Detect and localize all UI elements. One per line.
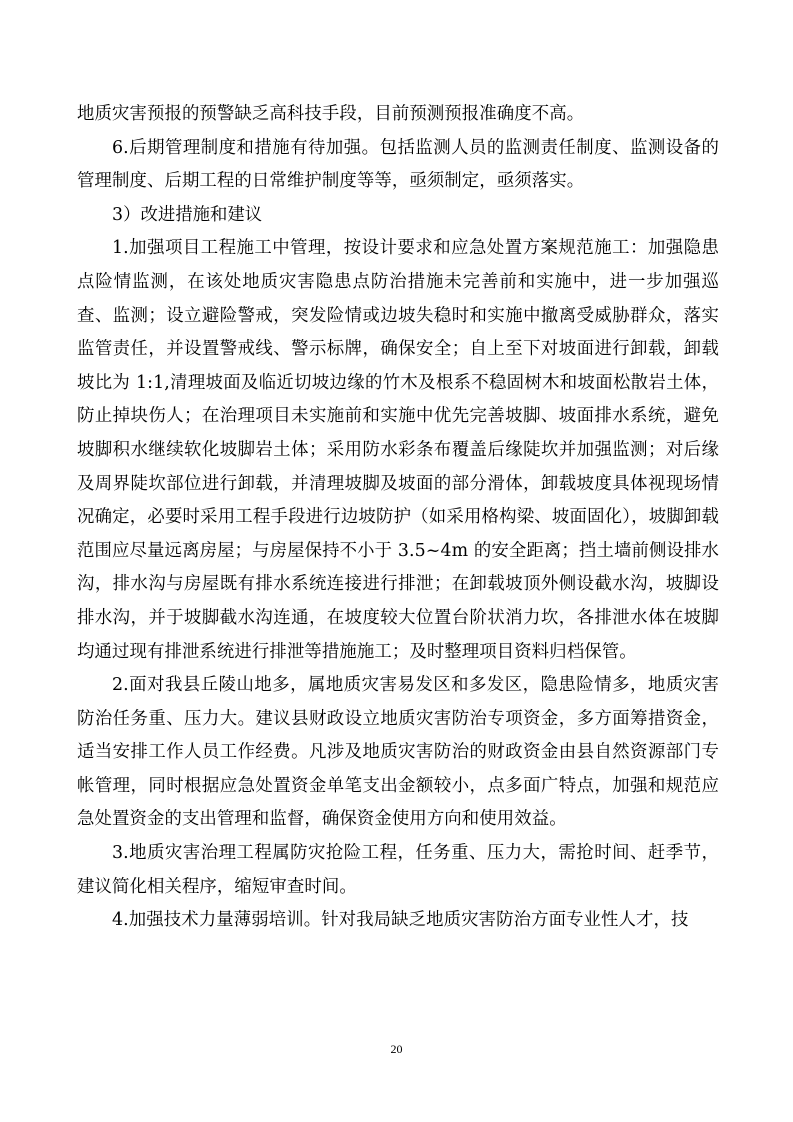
paragraph-item-4: 4.加强技术力量薄弱培训。针对我局缺乏地质灾害防治方面专业性人才，技 xyxy=(112,910,689,931)
page-number: 20 xyxy=(390,1042,403,1056)
paragraph-item-3: 3.地质灾害治理工程属防灾抢险工程，任务重、压力大，需抢时间、赶季节，建议简化相关程序，缩短审查时间。 xyxy=(77,843,719,897)
paragraph-item-6: 6.后期管理制度和措施有待加强。包括监测人员的监测责任制度、监测设备的管理制度、后期工程的日常维护制度等等，亟须制定，亟须落实。 xyxy=(77,137,719,192)
paragraph-item-1: 1.加强项目工程施工中管理，按设计要求和应急处置方案规范施工：加强隐患点险情监测，在该处地质灾害隐患点防治措施未完善前和实施中，进一步加强巡查、监测；设立避险警戒，突发险情或边坡失稳时和实施中撤离受威胁群众，落实监管责任，并设置警戒线、警示标牌，确保安全；自上至下对坡面进行卸载，卸载坡比为 1:1,清理坡面及临近切坡边缘的竹木及根系不稳固树木和坡面松散岩土体，防止掉块伤人；在治理项目未实施前和实施中优先完善坡脚、坡面排水系统，避免坡脚积水继续软化坡脚岩土体；采用防水彩条布覆盖后缘陡坎并加强监测；对后缘及周界陡坎部位进行卸载，并清理坡脚及坡面的部分滑体，卸载坡度具体视现场情况确定，必要时采用工程手段进行边坡防护（如采用格构梁、坡面固化），坡脚卸载范围应尽量远离房屋；与房屋保持不小于 3.5~4m 的安全距离；挡土墙前侧设排水沟，排水沟与房屋既有排水系统连接进行排泄；在卸载坡顶外侧设截水沟，坡脚设排水沟，并于坡脚截水沟连通，在坡度较大位置台阶状消力坎，各排泄水体在坡脚均通过现有排泄系统进行排泄等措施施工；及时整理项目资料归档保管。 xyxy=(77,238,719,662)
page-body xyxy=(77,98,719,938)
paragraph-continuation: 地质灾害预报的预警缺乏高科技手段，目前预测预报准确度不高。 xyxy=(77,104,585,124)
section-heading: 3）改进措施和建议 xyxy=(112,204,263,225)
paragraph-item-2: 2.面对我县丘陵山地多，属地质灾害易发区和多发区，隐患险情多，地质灾害防治任务重、压力大。建议县财政设立地质灾害防治专项资金，多方面筹措资金，适当安排工作人员工作经费。凡涉及地质灾害防治的财政资金由县自然资源部门专帐管理，同时根据应急处置资金单笔支出金额较小，点多面广特点，加强和规范应急处置资金的支出管理和监督，确保资金使用方向和使用效益。 xyxy=(77,675,719,830)
